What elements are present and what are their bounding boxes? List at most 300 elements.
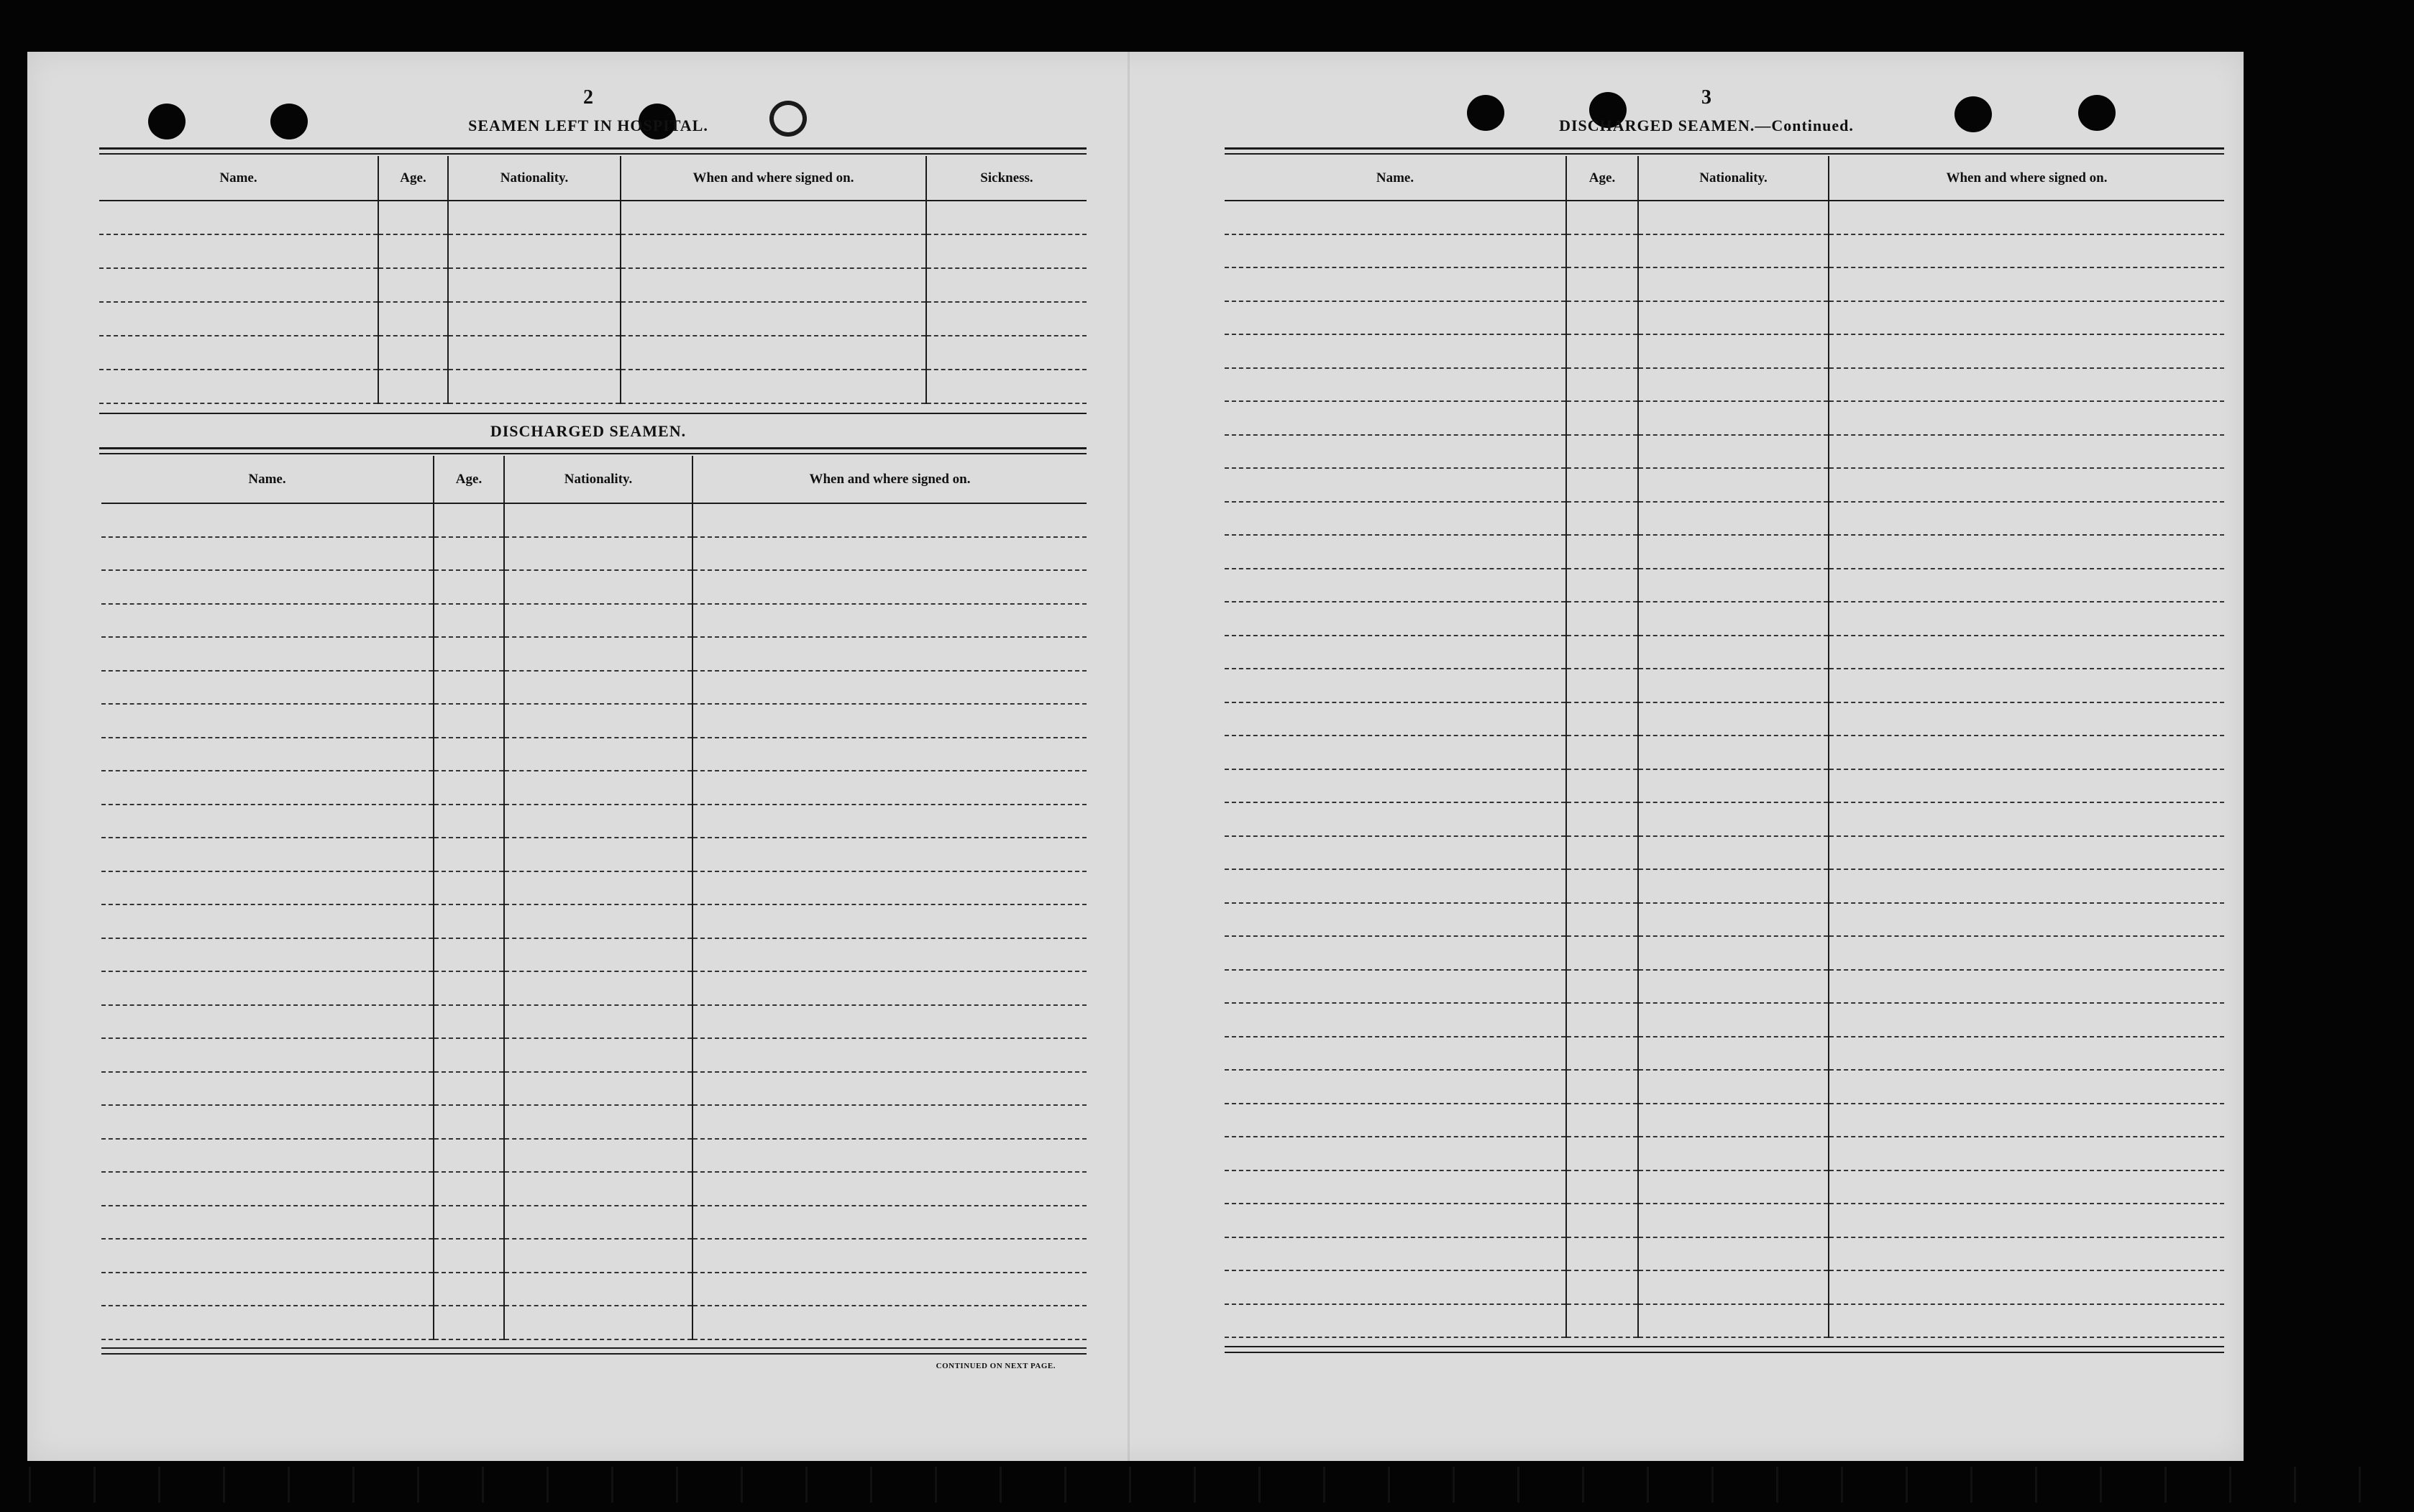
blank-cell — [1566, 836, 1638, 870]
table-row — [1225, 368, 2224, 402]
blank-cell — [504, 838, 692, 871]
table-row — [101, 1038, 1087, 1072]
table-row — [101, 904, 1087, 938]
blank-cell — [504, 537, 692, 571]
blank-cell — [101, 805, 434, 838]
table-row — [1225, 1304, 2224, 1338]
blank-cell — [504, 1206, 692, 1240]
table-row — [101, 704, 1087, 738]
blank-cell — [1829, 1237, 2224, 1271]
discharged-section-title: DISCHARGED SEAMEN. — [490, 422, 687, 440]
blank-cell — [99, 370, 378, 403]
blank-cell — [101, 1005, 434, 1039]
table-row — [101, 805, 1087, 838]
blank-cell — [692, 503, 1087, 537]
blank-cell — [1829, 401, 2224, 435]
blank-cell — [1829, 636, 2224, 669]
blank-cell — [434, 537, 504, 571]
blank-cell — [448, 268, 621, 302]
blank-cell — [1829, 301, 2224, 335]
blank-cell — [926, 302, 1087, 336]
blank-cell — [1566, 1304, 1638, 1338]
hospital-table — [99, 156, 1087, 404]
blank-cell — [1225, 636, 1566, 669]
blank-cell — [504, 570, 692, 604]
blank-cell — [434, 1273, 504, 1306]
blank-cell — [926, 201, 1087, 234]
table-row — [1225, 1070, 2224, 1104]
blank-cell — [101, 537, 434, 571]
blank-cell — [1638, 502, 1829, 536]
blank-cell — [1829, 468, 2224, 502]
blank-cell — [1566, 569, 1638, 602]
blank-cell — [99, 201, 378, 234]
blank-cell — [1225, 1204, 1566, 1237]
blank-cell — [101, 971, 434, 1005]
blank-cell — [1829, 201, 2224, 234]
blank-cell — [101, 1105, 434, 1139]
right-page — [1131, 52, 2244, 1461]
table-row — [101, 1139, 1087, 1173]
blank-cell — [378, 370, 448, 403]
column-header: When and where signed on. — [1829, 156, 2224, 201]
blank-cell — [692, 738, 1087, 771]
blank-cell — [504, 671, 692, 705]
blank-cell — [1638, 301, 1829, 335]
blank-cell — [101, 604, 434, 638]
blank-cell — [1638, 569, 1829, 602]
blank-cell — [1829, 602, 2224, 636]
table-row — [1225, 970, 2224, 1004]
blank-cell — [434, 570, 504, 604]
blank-cell — [1225, 502, 1566, 536]
blank-cell — [1225, 702, 1566, 736]
column-header: Nationality. — [504, 456, 692, 503]
blank-cell — [1225, 234, 1566, 268]
blank-cell — [1566, 502, 1638, 536]
table-row — [101, 637, 1087, 671]
blank-cell — [926, 234, 1087, 268]
table-row — [1225, 669, 2224, 702]
blank-cell — [1225, 669, 1566, 702]
table-row — [1225, 1170, 2224, 1204]
table-row — [99, 201, 1087, 234]
blank-cell — [1225, 769, 1566, 803]
blank-cell — [1638, 1270, 1829, 1304]
page-number: 2 — [583, 86, 593, 109]
table-row — [1225, 802, 2224, 836]
blank-cell — [1225, 602, 1566, 636]
blank-cell — [1225, 1137, 1566, 1170]
right-bottom-rule — [1225, 1346, 2224, 1347]
blank-cell — [504, 1005, 692, 1039]
blank-cell — [1829, 535, 2224, 569]
column-header: Age. — [1566, 156, 1638, 201]
blank-cell — [504, 971, 692, 1005]
blank-cell — [692, 838, 1087, 871]
continued-note: CONTINUED ON NEXT PAGE. — [936, 1362, 1056, 1370]
table-row — [99, 234, 1087, 268]
blank-cell — [434, 771, 504, 805]
blank-cell — [434, 637, 504, 671]
discharged-top-rule — [99, 447, 1087, 449]
blank-cell — [692, 1038, 1087, 1072]
blank-cell — [692, 771, 1087, 805]
blank-cell — [378, 336, 448, 370]
blank-cell — [504, 604, 692, 638]
blank-cell — [434, 1005, 504, 1039]
blank-cell — [1638, 936, 1829, 970]
blank-cell — [1638, 602, 1829, 636]
column-header: Nationality. — [448, 156, 621, 201]
table-row — [1225, 1037, 2224, 1071]
scan-edge — [0, 1467, 2414, 1503]
blank-cell — [1566, 869, 1638, 903]
blank-cell — [101, 838, 434, 871]
blank-cell — [926, 336, 1087, 370]
table-row — [101, 1306, 1087, 1339]
blank-cell — [504, 904, 692, 938]
blank-cell — [1225, 468, 1566, 502]
table-row — [1225, 1104, 2224, 1137]
blank-cell — [1566, 936, 1638, 970]
table-row — [1225, 1003, 2224, 1037]
blank-cell — [1225, 970, 1566, 1004]
blank-cell — [1225, 1270, 1566, 1304]
blank-cell — [1638, 368, 1829, 402]
table-row — [1225, 234, 2224, 268]
blank-cell — [1829, 502, 2224, 536]
blank-cell — [1225, 334, 1566, 368]
blank-cell — [504, 1273, 692, 1306]
blank-cell — [692, 671, 1087, 705]
table-row — [1225, 736, 2224, 769]
table-row — [101, 1105, 1087, 1139]
blank-cell — [692, 871, 1087, 905]
blank-cell — [692, 904, 1087, 938]
discharged-bottom-rule — [101, 1347, 1087, 1349]
blank-cell — [692, 1105, 1087, 1139]
blank-cell — [1566, 1137, 1638, 1170]
table-row — [1225, 602, 2224, 636]
blank-cell — [504, 1306, 692, 1339]
right-top-rule — [1225, 147, 2224, 150]
blank-cell — [504, 738, 692, 771]
blank-cell — [1829, 435, 2224, 469]
blank-cell — [692, 1273, 1087, 1306]
table-row — [1225, 301, 2224, 335]
table-row — [101, 1239, 1087, 1273]
hospital-bottom-rule — [99, 413, 1087, 414]
blank-cell — [1566, 535, 1638, 569]
blank-cell — [1225, 1304, 1566, 1338]
blank-cell — [434, 671, 504, 705]
blank-cell — [504, 704, 692, 738]
blank-cell — [101, 1072, 434, 1106]
table-row — [101, 604, 1087, 638]
blank-cell — [101, 671, 434, 705]
blank-cell — [448, 234, 621, 268]
blank-cell — [1829, 1137, 2224, 1170]
blank-cell — [434, 871, 504, 905]
blank-cell — [1638, 669, 1829, 702]
blank-cell — [1829, 1204, 2224, 1237]
table-row — [1225, 869, 2224, 903]
blank-cell — [434, 1139, 504, 1173]
table-row — [99, 268, 1087, 302]
blank-cell — [692, 1239, 1087, 1273]
blank-cell — [1638, 267, 1829, 301]
blank-cell — [101, 637, 434, 671]
table-row — [99, 370, 1087, 403]
blank-cell — [1638, 970, 1829, 1004]
blank-cell — [434, 1072, 504, 1106]
blank-cell — [1638, 903, 1829, 937]
blank-cell — [1225, 1037, 1566, 1071]
blank-cell — [692, 971, 1087, 1005]
blank-cell — [1225, 301, 1566, 335]
hospital-top-rule-2 — [99, 153, 1087, 155]
blank-cell — [448, 370, 621, 403]
blank-cell — [1638, 468, 1829, 502]
blank-cell — [1566, 602, 1638, 636]
table-row — [1225, 636, 2224, 669]
blank-cell — [434, 503, 504, 537]
table-row — [1225, 1270, 2224, 1304]
blank-cell — [99, 336, 378, 370]
blank-cell — [1566, 1104, 1638, 1137]
blank-cell — [1829, 1037, 2224, 1071]
blank-cell — [1829, 970, 2224, 1004]
blank-cell — [1829, 736, 2224, 769]
column-header: Age. — [434, 456, 504, 503]
blank-cell — [1638, 836, 1829, 870]
blank-cell — [1566, 435, 1638, 469]
blank-cell — [101, 1239, 434, 1273]
blank-cell — [1566, 301, 1638, 335]
blank-cell — [1566, 970, 1638, 1004]
blank-cell — [1638, 1137, 1829, 1170]
page-fold — [1128, 52, 1130, 1461]
blank-cell — [1638, 401, 1829, 435]
blank-cell — [434, 1206, 504, 1240]
blank-cell — [1566, 736, 1638, 769]
table-row — [101, 1206, 1087, 1240]
blank-cell — [621, 201, 926, 234]
blank-cell — [692, 938, 1087, 972]
blank-cell — [434, 704, 504, 738]
blank-cell — [1225, 435, 1566, 469]
page-number: 3 — [1701, 86, 1711, 109]
blank-cell — [99, 234, 378, 268]
discharged-bottom-rule-2 — [101, 1353, 1087, 1355]
blank-cell — [434, 904, 504, 938]
column-header: Name. — [101, 456, 434, 503]
discharged-continued-table — [1225, 156, 2224, 1338]
blank-cell — [692, 1072, 1087, 1106]
blank-cell — [99, 302, 378, 336]
blank-cell — [504, 1172, 692, 1206]
blank-cell — [504, 938, 692, 972]
blank-cell — [1638, 334, 1829, 368]
discharged-continued-title: DISCHARGED SEAMEN.—Continued. — [1559, 116, 1854, 134]
blank-cell — [692, 1172, 1087, 1206]
table-row — [1225, 1137, 2224, 1170]
blank-cell — [1566, 903, 1638, 937]
blank-cell — [1829, 1304, 2224, 1338]
column-header: When and where signed on. — [692, 456, 1087, 503]
column-header: When and where signed on. — [621, 156, 926, 201]
blank-cell — [1225, 936, 1566, 970]
blank-cell — [434, 838, 504, 871]
blank-cell — [1638, 869, 1829, 903]
blank-cell — [434, 604, 504, 638]
blank-cell — [378, 201, 448, 234]
blank-cell — [434, 738, 504, 771]
blank-cell — [1638, 1170, 1829, 1204]
blank-cell — [1566, 1237, 1638, 1271]
blank-cell — [504, 871, 692, 905]
table-row — [1225, 836, 2224, 870]
blank-cell — [504, 805, 692, 838]
blank-cell — [1566, 1170, 1638, 1204]
blank-cell — [1225, 903, 1566, 937]
blank-cell — [621, 268, 926, 302]
blank-cell — [101, 871, 434, 905]
blank-cell — [101, 1139, 434, 1173]
blank-cell — [1566, 1003, 1638, 1037]
right-top-rule-2 — [1225, 153, 2224, 155]
blank-cell — [1566, 1270, 1638, 1304]
blank-cell — [621, 370, 926, 403]
blank-cell — [1225, 201, 1566, 234]
blank-cell — [1638, 1237, 1829, 1271]
discharged-top-rule-2 — [99, 453, 1087, 454]
blank-cell — [692, 1206, 1087, 1240]
blank-cell — [434, 938, 504, 972]
blank-cell — [692, 1139, 1087, 1173]
table-row — [1225, 201, 2224, 234]
column-header: Sickness. — [926, 156, 1087, 201]
column-header: Nationality. — [1638, 156, 1829, 201]
blank-cell — [1829, 802, 2224, 836]
blank-cell — [692, 805, 1087, 838]
blank-cell — [1829, 1270, 2224, 1304]
table-row — [1225, 401, 2224, 435]
blank-cell — [434, 1105, 504, 1139]
blank-cell — [101, 1273, 434, 1306]
blank-cell — [1566, 702, 1638, 736]
blank-cell — [1638, 234, 1829, 268]
blank-cell — [1829, 936, 2224, 970]
blank-cell — [1566, 401, 1638, 435]
blank-cell — [692, 1306, 1087, 1339]
right-bottom-rule-2 — [1225, 1352, 2224, 1353]
blank-cell — [1225, 1237, 1566, 1271]
hospital-top-rule — [99, 147, 1087, 150]
table-row — [1225, 769, 2224, 803]
blank-cell — [504, 1038, 692, 1072]
blank-cell — [1638, 1304, 1829, 1338]
blank-cell — [1829, 569, 2224, 602]
blank-cell — [1829, 1003, 2224, 1037]
blank-cell — [1566, 1037, 1638, 1071]
blank-cell — [1638, 1003, 1829, 1037]
blank-cell — [101, 1038, 434, 1072]
blank-cell — [1566, 669, 1638, 702]
blank-cell — [1829, 1170, 2224, 1204]
blank-cell — [99, 268, 378, 302]
blank-cell — [1638, 1037, 1829, 1071]
table-row — [101, 1172, 1087, 1206]
blank-cell — [101, 1306, 434, 1339]
left-page — [27, 52, 1128, 1461]
table-row — [1225, 1204, 2224, 1237]
blank-cell — [448, 336, 621, 370]
blank-cell — [1225, 535, 1566, 569]
blank-cell — [1829, 234, 2224, 268]
blank-cell — [1225, 1104, 1566, 1137]
table-row — [1225, 535, 2224, 569]
blank-cell — [1638, 1204, 1829, 1237]
blank-cell — [1225, 869, 1566, 903]
blank-cell — [101, 503, 434, 537]
table-row — [101, 1005, 1087, 1039]
blank-cell — [1829, 334, 2224, 368]
blank-cell — [101, 904, 434, 938]
blank-cell — [1225, 1003, 1566, 1037]
blank-cell — [504, 1139, 692, 1173]
blank-cell — [621, 302, 926, 336]
table-row — [1225, 334, 2224, 368]
blank-cell — [1566, 334, 1638, 368]
blank-cell — [504, 1105, 692, 1139]
blank-cell — [1225, 569, 1566, 602]
blank-cell — [1225, 802, 1566, 836]
blank-cell — [1225, 836, 1566, 870]
blank-cell — [101, 771, 434, 805]
blank-cell — [1638, 201, 1829, 234]
blank-cell — [434, 971, 504, 1005]
blank-cell — [926, 268, 1087, 302]
blank-cell — [1566, 234, 1638, 268]
blank-cell — [1225, 1170, 1566, 1204]
blank-cell — [101, 570, 434, 604]
blank-cell — [101, 704, 434, 738]
blank-cell — [1566, 468, 1638, 502]
blank-cell — [1638, 535, 1829, 569]
blank-cell — [1225, 401, 1566, 435]
blank-cell — [378, 268, 448, 302]
blank-cell — [1829, 267, 2224, 301]
blank-cell — [1225, 736, 1566, 769]
table-row — [1225, 502, 2224, 536]
blank-cell — [692, 570, 1087, 604]
table-row — [101, 938, 1087, 972]
table-row — [101, 1072, 1087, 1106]
blank-cell — [1566, 267, 1638, 301]
column-header: Name. — [99, 156, 378, 201]
blank-cell — [504, 503, 692, 537]
table-row — [101, 871, 1087, 905]
blank-cell — [378, 302, 448, 336]
blank-cell — [1829, 669, 2224, 702]
blank-cell — [621, 234, 926, 268]
table-row — [101, 1273, 1087, 1306]
blank-cell — [1566, 769, 1638, 803]
blank-cell — [101, 1172, 434, 1206]
table-row — [101, 671, 1087, 705]
